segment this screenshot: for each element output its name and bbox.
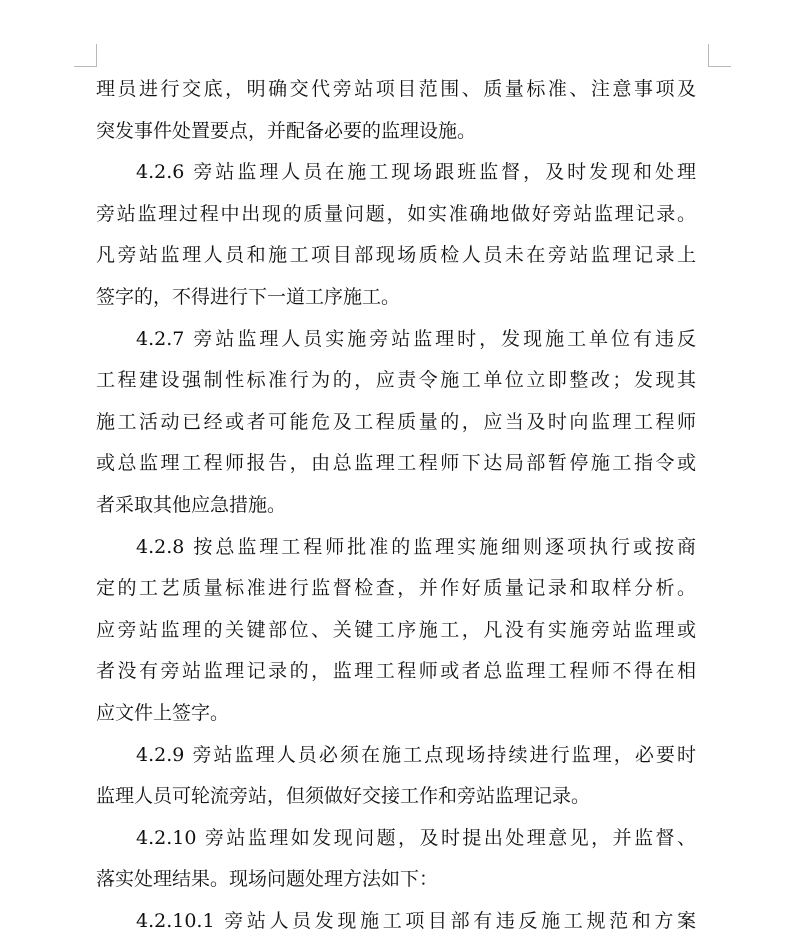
text-line: 4.2.6 旁站监理人员在施工现场跟班监督，及时发现和处理 — [136, 161, 696, 184]
text-line: 工程建设强制性标准行为的，应责令施工单位立即整改；发现其 — [96, 369, 696, 392]
text-line: 落实处理结果。现场问题处理方法如下： — [96, 868, 439, 891]
text-line: 凡旁站监理人员和施工项目部现场质检人员未在旁站监理记录上 — [96, 244, 696, 267]
text-line: 监理人员可轮流旁站，但须做好交接工作和旁站监理记录。 — [96, 785, 591, 808]
text-line: 4.2.9 旁站监理人员必须在施工点现场持续进行监理，必要时 — [136, 743, 696, 766]
text-line: 4.2.8 按总监理工程师批准的监理实施细则逐项执行或按商 — [136, 535, 696, 558]
text-line: 理员进行交底，明确交代旁站项目范围、质量标准、注意事项及 — [96, 78, 696, 100]
text-line: 或总监理工程师报告，由总监理工程师下达局部暂停施工指令或 — [96, 452, 696, 475]
crop-mark-top-right — [708, 44, 731, 67]
text-line: 者没有旁站监理记录的，监理工程师或者总监理工程师不得在相 — [96, 660, 696, 683]
text-line: 者采取其他应急措施。 — [96, 493, 287, 516]
crop-mark-top-left — [74, 44, 97, 67]
text-line: 4.2.7 旁站监理人员实施旁站监理时，发现施工单位有违反 — [136, 327, 696, 350]
text-line: 定的工艺质量标准进行监督检查，并作好质量记录和取样分析。 — [96, 577, 696, 600]
text-line: 施工活动已经或者可能危及工程质量的，应当及时向监理工程师 — [96, 410, 696, 433]
text-line: 应旁站监理的关键部位、关键工序施工，凡没有实施旁站监理或 — [96, 618, 696, 641]
body-text — [96, 69, 696, 942]
text-line: 旁站监理过程中出现的质量问题，如实准确地做好旁站监理记录。 — [96, 202, 696, 225]
text-line: 签字的，不得进行下一道工序施工。 — [96, 285, 401, 308]
text-line: 4.2.10 旁站监理如发现问题，及时提出处理意见，并监督、 — [136, 826, 696, 849]
text-line: 4.2.10.1 旁站人员发现施工项目部有违反施工规范和方案 — [136, 909, 696, 932]
text-line: 突发事件处置要点，并配备必要的监理设施。 — [96, 119, 477, 142]
text-line: 应文件上签字。 — [96, 701, 230, 724]
